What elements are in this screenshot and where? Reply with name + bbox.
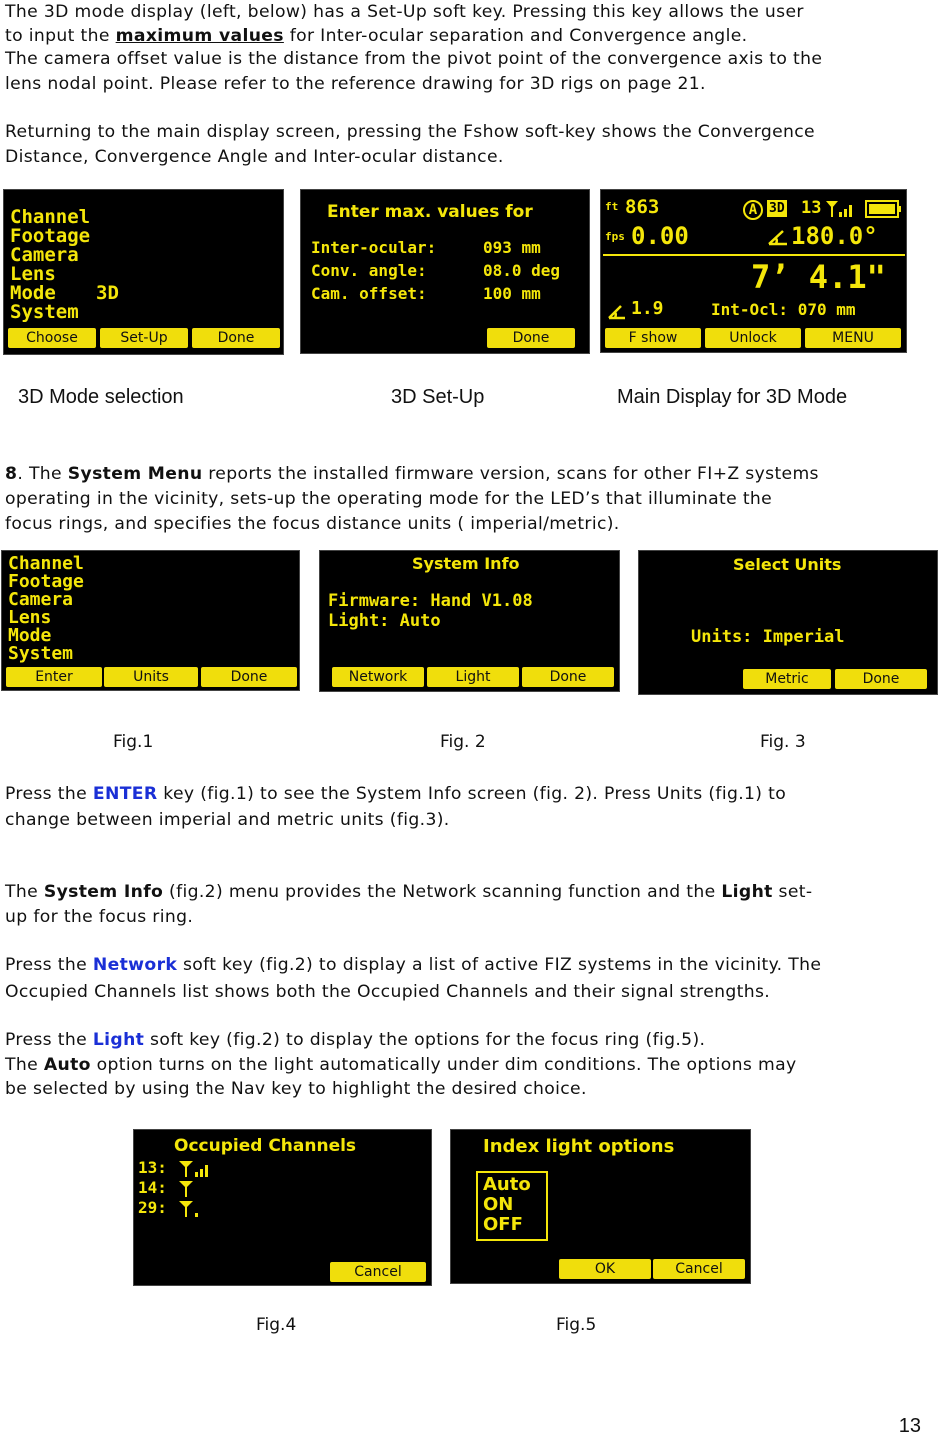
light-paragraph-line-3: be selected by using the Nav key to highlight the desired choice. [5,1079,587,1099]
ft-label: ft [605,200,619,213]
mode-value: 3D [96,282,119,304]
intro-line-2 [5,24,747,49]
light-line: Light: Auto [328,611,441,631]
screen-fig5-index-light-options [450,1129,751,1284]
convergence-angle-icon [607,304,627,320]
menu-item-lens: Lens [8,607,52,628]
signal-antenna-icon [825,200,855,218]
enter-paragraph-line-2: change between imperial and metric units (fig.3). [5,810,450,830]
system-info-emphasis: System Info [43,882,164,902]
sysinfo-paragraph-line-1 [5,880,812,905]
channel-14: 14: [138,1178,167,1197]
units-line: Units: Imperial [691,627,845,647]
menu-item-system: System [10,301,79,323]
network-pre: Press the [5,955,93,975]
setup-label-cam-offset: Cam. offset: [311,284,427,303]
screen-3d-setup [300,189,590,354]
battery-icon [865,200,903,218]
option-auto[interactable]: Auto [483,1174,531,1195]
caption-fig2: Fig. 2 [440,732,486,752]
setup-title: Enter max. values for [327,202,533,222]
setup-label-conv-angle: Conv. angle: [311,261,427,280]
convergence-value: 1.9 [631,298,664,319]
section-8-pre: . The [17,464,68,484]
screen-fig4-occupied-channels [133,1129,432,1286]
menu-item-mode: Mode [10,282,56,304]
light-pre: Press the [5,1030,93,1050]
interocular-readout: Int-Ocl: 070 mm [711,300,856,319]
setup-softkey[interactable]: Set-Up [100,328,188,348]
signal-strength-icon [178,1200,204,1218]
choose-softkey[interactable]: Choose [8,328,96,348]
select-units-title: Select Units [733,555,842,574]
done-softkey[interactable]: Done [522,667,614,687]
light-key-emphasis: Light [92,1030,145,1050]
light-paragraph-line-1 [5,1028,705,1053]
page-number: 13 [898,1415,921,1437]
network-post: soft key (fig.2) to display a list of active FIZ systems in the vicinity. The [177,955,822,975]
done-softkey[interactable]: Done [835,669,927,689]
setup-value-cam-offset: 100 mm [483,284,541,303]
intro-line-4: lens nodal point. Please refer to the reference drawing for 3D rigs on page 21. [5,74,706,94]
auto-emphasis: Auto [43,1055,91,1075]
menu-item-footage: Footage [8,571,84,592]
menu-item-camera: Camera [10,244,79,266]
section-8-post: reports the installed firmware version, scans for other FI+Z systems [202,464,819,484]
menu-item-channel: Channel [10,206,91,228]
maximum-values-emphasis: maximum values [115,26,284,46]
cancel-softkey[interactable]: Cancel [330,1262,426,1282]
screen-fig1-menu [1,550,300,691]
setup-label-interocular: Inter-ocular: [311,238,437,257]
caption-fig5: Fig.5 [556,1315,597,1335]
caption-main-display-3d: Main Display for 3D Mode [617,386,848,408]
convergence-angle-icon [767,228,789,246]
network-paragraph-line-2: Occupied Channels list shows both the Occupied Channels and their signal strengths. [5,982,771,1002]
intro-line-1: The 3D mode display (left, below) has a Set-Up soft key. Pressing this key allows the user [5,2,804,22]
light-paragraph-line-2 [5,1053,797,1078]
screen-fig3-select-units [638,550,938,695]
enter-post: key (fig.1) to see the System Info screen (fig. 2). Press Units (fig.1) to [157,784,787,804]
sysinfo-post: set- [772,882,813,902]
option-off[interactable]: OFF [483,1214,523,1235]
menu-item-channel: Channel [8,553,84,574]
menu-item-footage: Footage [10,225,91,247]
fps-value: 0.00 [631,222,689,250]
channel-13: 13: [138,1158,167,1177]
divider [603,254,905,256]
unlock-softkey[interactable]: Unlock [705,328,801,348]
section-number: 8 [5,464,18,484]
fshow-softkey[interactable]: F show [605,328,701,348]
menu-item-camera: Camera [8,589,74,610]
intro-line-3: The camera offset value is the distance from the pivot point of the convergence axis to the [5,49,823,69]
menu-item-mode: Mode [8,625,52,646]
metric-softkey[interactable]: Metric [743,669,831,689]
menu-softkey[interactable]: MENU [805,328,901,348]
ft-value: 863 [625,196,660,218]
section-8-line-2: operating in the vicinity, sets-up the operating mode for the LED’s that illuminate the [5,489,773,509]
section-8-line-3: focus rings, and specifies the focus distance units ( imperial/metric). [5,514,620,534]
auto-badge-icon: A [743,200,763,220]
light-post: soft key (fig.2) to display the options for the focus ring (fig.5). [144,1030,706,1050]
occupied-channels-title: Occupied Channels [174,1136,357,1156]
firmware-line: Firmware: Hand V1.08 [328,591,533,611]
caption-fig1: Fig.1 [113,732,154,752]
network-paragraph-line-1 [5,953,821,978]
setup-value-conv-angle: 08.0 deg [483,261,561,280]
channel-number: 13 [801,198,822,218]
angle-value: 180.0° [791,222,878,250]
screen-3d-mode-selection [3,189,284,355]
intro-line-5: Returning to the main display screen, pressing the Fshow soft-key shows the Convergence [5,122,815,142]
intro-line-2-pre: to input the [5,26,116,46]
enter-pre: Press the [5,784,93,804]
screen-fig2-system-info [319,550,620,692]
menu-item-lens: Lens [10,263,56,285]
sysinfo-pre: The [5,882,44,902]
signal-strength-icon [178,1160,216,1178]
fps-label: fps [605,230,625,243]
done-softkey[interactable]: Done [487,328,575,348]
network-softkey[interactable]: Network [332,667,424,687]
signal-strength-icon [178,1180,200,1198]
caption-fig4: Fig.4 [256,1315,297,1335]
menu-item-system: System [8,643,74,664]
done-softkey[interactable]: Done [201,667,297,687]
3d-badge: 3D [769,201,785,216]
option-on[interactable]: ON [483,1194,514,1215]
setup-value-interocular: 093 mm [483,238,541,257]
caption-fig3: Fig. 3 [760,732,806,752]
intro-line-2-post: for Inter-ocular separation and Convergence angle. [283,26,748,46]
sysinfo-mid: (fig.2) menu provides the Network scanning function and the [163,882,722,902]
intro-line-6: Distance, Convergence Angle and Inter-ocular distance. [5,147,504,167]
sysinfo-paragraph-line-2: up for the focus ring. [5,907,194,927]
system-info-title: System Info [412,554,520,573]
channel-29: 29: [138,1198,167,1217]
light-line2-pre: The [5,1055,44,1075]
ok-softkey[interactable]: OK [559,1259,651,1279]
enter-emphasis: ENTER [92,784,158,804]
enter-softkey[interactable]: Enter [6,667,102,687]
enter-paragraph-line-1 [5,782,786,807]
focus-distance: 7’ 4.1" [751,258,886,296]
caption-3d-mode-selection: 3D Mode selection [18,386,184,408]
light-softkey[interactable]: Light [427,667,519,687]
light-emphasis: Light [721,882,773,902]
network-emphasis: Network [92,955,178,975]
cancel-softkey[interactable]: Cancel [653,1259,745,1279]
section-8-line-1 [5,462,819,487]
index-light-title: Index light options [483,1136,675,1157]
system-menu-emphasis: System Menu [67,464,203,484]
caption-3d-setup: 3D Set-Up [391,386,485,408]
screen-main-display-3d [600,189,907,353]
units-softkey[interactable]: Units [104,667,198,687]
light-line2-post: option turns on the light automatically under dim conditions. The options may [90,1055,797,1075]
done-softkey[interactable]: Done [192,328,280,348]
